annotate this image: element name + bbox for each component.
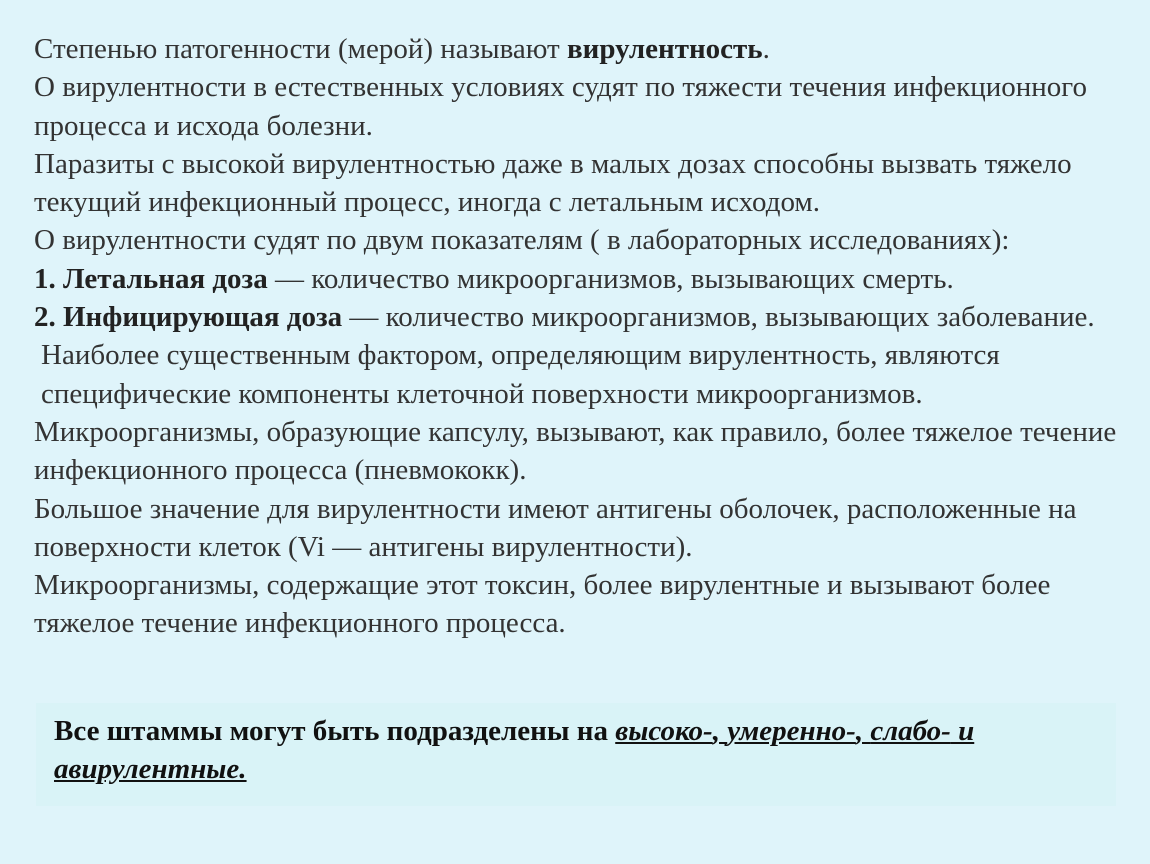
conclusion-box: [36, 703, 1116, 806]
paragraph-definition: [34, 30, 1134, 68]
paragraph-high-virulence: Паразиты с высокой вирулентностью даже в малых дозах способны вызвать тяжело текущий инфекционный процесс, иногда с летальным исходом.: [34, 147, 1072, 219]
separator-3: и: [950, 715, 975, 747]
definition-period: .: [762, 33, 770, 65]
category-moderate: умеренно-: [727, 715, 856, 747]
paragraph-natural-conditions: О вирулентности в естественных условиях судят по тяжести течения инфекционного процесса и исхода болезни.: [34, 71, 1087, 142]
conclusion-lead: Все штаммы могут быть подразделены на: [54, 715, 616, 747]
paragraph-antigens: Большое значение для вирулентности имеют антигены оболочек, расположенные на поверхности клеток (Vi — антигены вирулентности).: [34, 492, 1077, 563]
category-avirulent: авирулентные.: [54, 753, 247, 785]
paragraph-infective-dose: [34, 298, 1134, 336]
conclusion-text: [54, 712, 1094, 788]
main-text-block: [34, 30, 1134, 643]
separator-2: ,: [855, 715, 871, 747]
paragraph-surface-components: Наиболее существенным фактором, определяющим вирулентность, являются специфические компоненты клеточной поверхности микроорганизмов.: [41, 339, 1000, 410]
definition-text: Степенью патогенности (мерой) называют: [34, 33, 567, 65]
lethal-dose-term: 1. Летальная доза: [34, 262, 268, 295]
infective-dose-definition: — количество микроорганизмов, вызывающих заболевание.: [342, 301, 1095, 334]
virulence-term: вирулентность: [566, 33, 763, 65]
paragraph-lethal-dose: [34, 260, 1134, 298]
category-weak: слабо-: [870, 715, 951, 747]
category-high: высоко-: [615, 715, 713, 747]
paragraph-capsule: Микроорганизмы, образующие капсулу, вызывают, как правило, более тяжелое течение инфекционного процесса (пневмококк).: [34, 415, 1117, 487]
lethal-dose-definition: — количество микроорганизмов, вызывающих смерть.: [267, 262, 954, 295]
paragraph-toxin: Микроорганизмы, содержащие этот токсин, более вирулентные и вызывают более тяжелое течение инфекционного процесса.: [34, 569, 1051, 640]
separator-1: ,: [712, 715, 728, 747]
paragraph-indicators: О вирулентности судят по двум показателям ( в лабораторных исследованиях):: [34, 224, 1010, 257]
infective-dose-term: 2. Инфицирующая доза: [34, 301, 343, 334]
